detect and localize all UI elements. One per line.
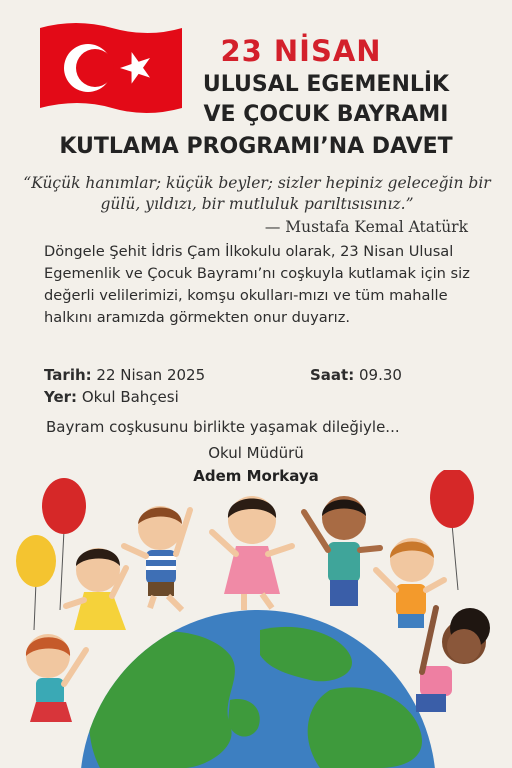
globe-icon: [80, 610, 436, 768]
title-date: 23 NİSAN: [220, 34, 382, 68]
time-label: Saat:: [310, 366, 355, 384]
title-line-3: VE ÇOCUK BAYRAMI: [203, 102, 449, 127]
date-label: Tarih:: [44, 366, 92, 384]
principal-role: Okul Müdürü: [208, 444, 304, 462]
place-value: Okul Bahçesi: [81, 388, 179, 406]
event-date: [44, 366, 205, 384]
date-value: 22 Nisan 2025: [96, 366, 206, 384]
event-place: [44, 388, 179, 406]
title-line-4: KUTLAMA PROGRAMI’NA DAVET: [59, 134, 453, 159]
children-globe-illustration: [0, 470, 512, 768]
principal-name: Adem Morkaya: [193, 467, 319, 485]
closing-wish: Bayram coşkusunu birlikte yaşamak dileğiyle...: [46, 418, 400, 436]
place-label: Yer:: [44, 388, 78, 406]
time-value: 09.30: [359, 366, 402, 384]
quote-author: — Mustafa Kemal Atatürk: [264, 218, 468, 236]
turkish-flag-icon: [36, 20, 184, 116]
invitation-text: Döngele Şehit İdris Çam İlkokulu olarak, 23 Nisan Ulusal Egemenlik ve Çocuk Bayramı’nı coşkuyla kutlamak için siz değerli velilerimizi, komşu okulları-mızı ve tüm mahalle halkını aramızda görmekten onur duyarız.: [44, 243, 470, 326]
title-line-2: ULUSAL EGEMENLİK: [202, 72, 450, 97]
event-time: [310, 366, 402, 384]
ataturk-quote: “Küçük hanımlar; küçük beyler; sizler hepiniz geleceğin bir gülü, yıldızı, bir mutluluk parıltısısınız.”: [23, 174, 491, 213]
